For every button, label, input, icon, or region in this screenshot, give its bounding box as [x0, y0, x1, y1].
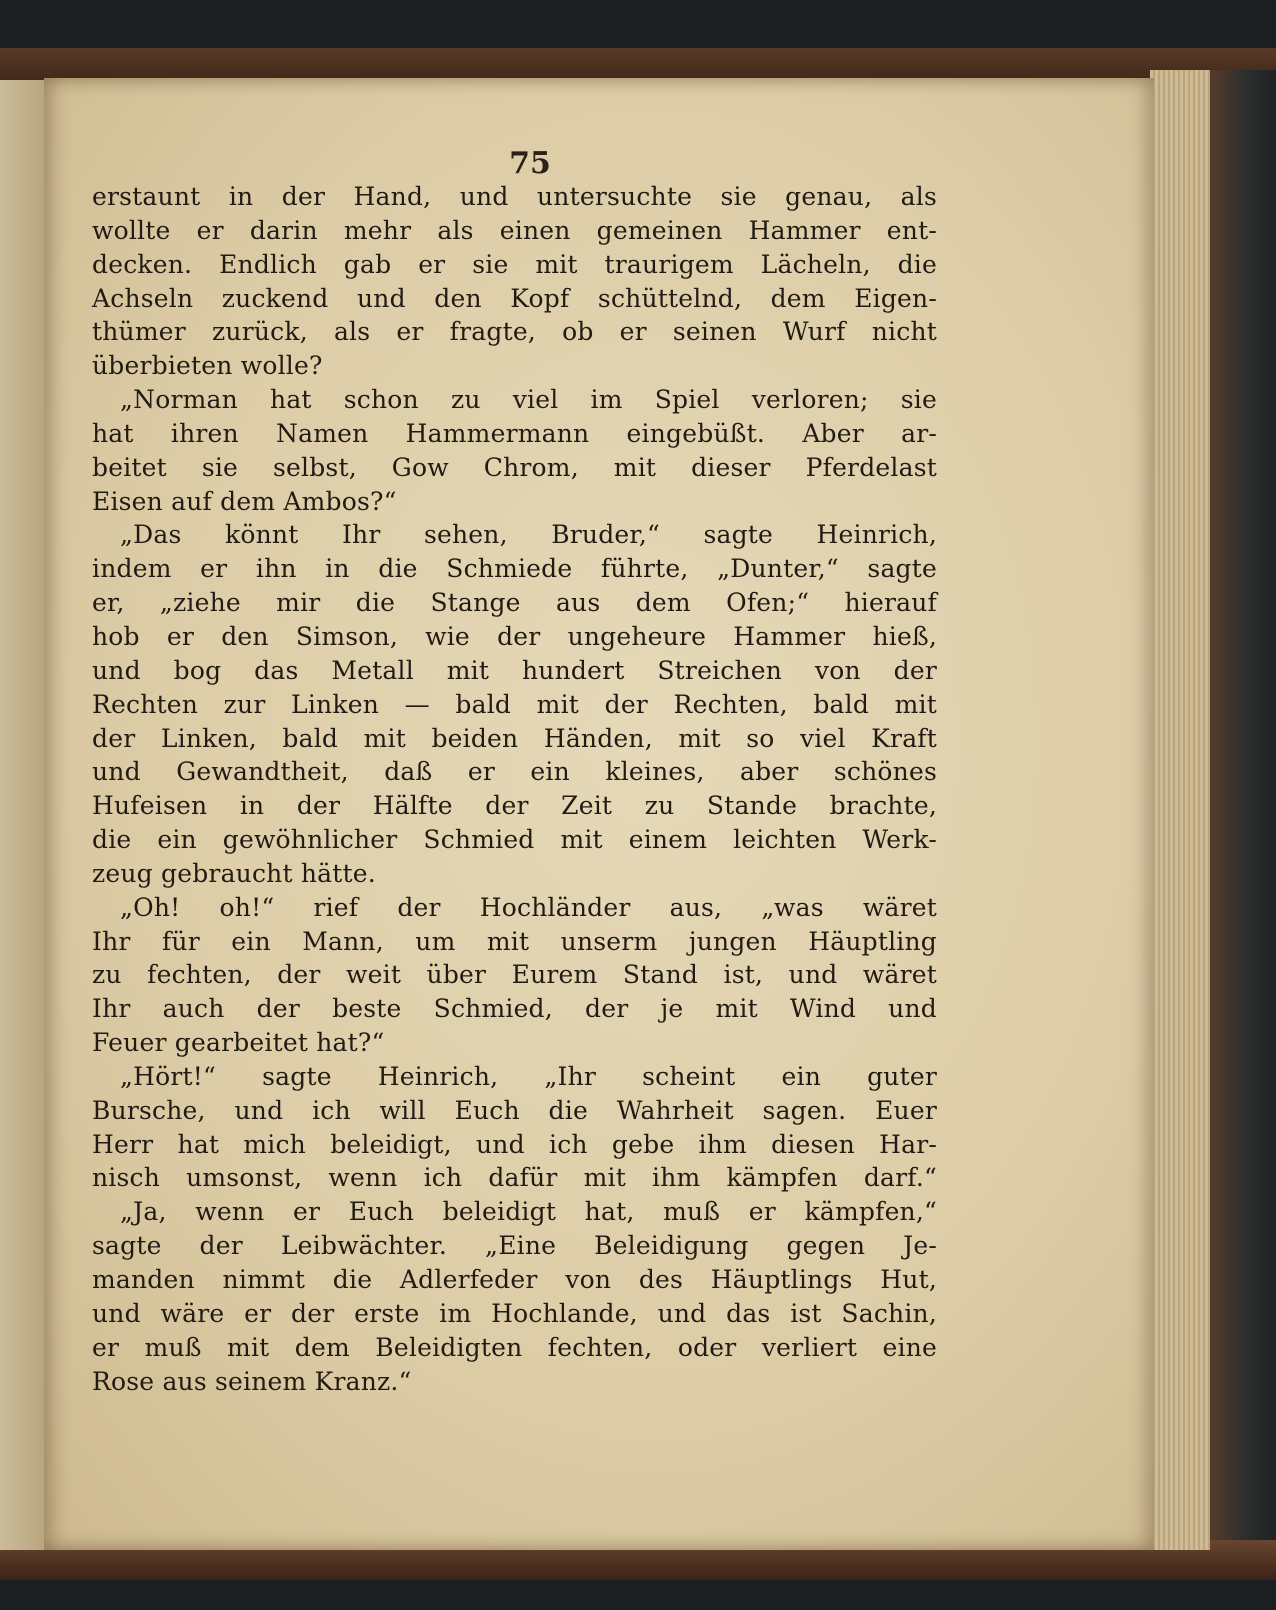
text-line: zeug gebraucht hätte. — [92, 858, 376, 888]
text-line: thümer zurück, als er fragte, ob er seinen Wurf nicht — [92, 317, 937, 347]
text-line: und wäre er der erste im Hochlande, und das ist Sachin, — [92, 1298, 937, 1328]
text-line: hob er den Simson, wie der ungeheure Hammer hieß, — [92, 621, 937, 651]
text-line: er muß mit dem Beleidigten fechten, oder verliert eine — [92, 1332, 937, 1362]
text-line: Feuer gearbeitet hat?“ — [92, 1028, 385, 1058]
text-line: „Oh! oh!“ rief der Hochländer aus, „was wäret — [120, 892, 937, 922]
text-line: Bursche, und ich will Euch die Wahrheit sagen. Euer — [92, 1095, 937, 1125]
page-number: 75 — [509, 146, 551, 181]
text-line: Eisen auf dem Ambos?“ — [92, 486, 397, 516]
text-line: und Gewandtheit, daß er ein kleines, aber schönes — [92, 757, 937, 787]
text-line: Ihr für ein Mann, um mit unserm jungen Häuptling — [92, 926, 937, 956]
text-line: manden nimmt die Adlerfeder von des Häuptlings Hut, — [92, 1265, 937, 1294]
text-line: indem er ihn in die Schmiede führte, „Dunter,“ sagte — [92, 554, 937, 584]
text-line: Ihr auch der beste Schmied, der je mit Wind und — [92, 994, 937, 1024]
text-line: „Ja, wenn er Euch beleidigt hat, muß er kämpfen,“ — [120, 1197, 937, 1227]
text-line: „Das könnt Ihr sehen, Bruder,“ sagte Heinrich, — [120, 520, 937, 550]
text-line: erstaunt in der Hand, und untersuchte sie genau, als — [92, 182, 937, 211]
text-line: wollte er darin mehr als einen gemeinen Hammer ent- — [92, 215, 937, 245]
text-line: die ein gewöhnlicher Schmied mit einem leichten Werk- — [92, 825, 937, 855]
text-line: Rechten zur Linken — bald mit der Rechten, bald mit — [92, 689, 937, 719]
text-line: und bog das Metall mit hundert Streichen von der — [92, 655, 937, 685]
book-cover-right-edge — [1205, 70, 1276, 1540]
text-line: Herr hat mich beleidigt, und ich gebe ihm diesen Har- — [92, 1129, 937, 1159]
text-line: Achseln zuckend und den Kopf schüttelnd, dem Eigen- — [92, 283, 937, 313]
text-line: decken. Endlich gab er sie mit traurigem Lächeln, die — [92, 249, 937, 279]
text-line: der Linken, bald mit beiden Händen, mit so viel Kraft — [92, 723, 937, 753]
text-line: er, „ziehe mir die Stange aus dem Ofen;“ hierauf — [92, 588, 937, 618]
text-line: hat ihren Namen Hammermann eingebüßt. Aber ar- — [92, 418, 937, 448]
text-line: „Norman hat schon zu viel im Spiel verloren; sie — [120, 385, 937, 415]
text-line: sagte der Leibwächter. „Eine Beleidigung gegen Je- — [92, 1231, 937, 1261]
text-line: zu fechten, der weit über Eurem Stand ist, und wäret — [92, 960, 937, 990]
text-line: überbieten wolle? — [92, 351, 323, 381]
text-line: Rose aus seinem Kranz.“ — [92, 1366, 412, 1396]
body-text — [92, 180, 937, 1398]
text-line: „Hört!“ sagte Heinrich, „Ihr scheint ein guter — [120, 1061, 937, 1091]
left-page-edge — [0, 80, 48, 1550]
text-line: beitet sie selbst, Gow Chrom, mit dieser Pferdelast — [92, 452, 937, 482]
text-line: nisch umsonst, wenn ich dafür mit ihm kämpfen darf.“ — [92, 1163, 937, 1193]
text-line: Hufeisen in der Hälfte der Zeit zu Stande brachte, — [92, 791, 937, 821]
page-stack-edge — [1150, 70, 1210, 1550]
